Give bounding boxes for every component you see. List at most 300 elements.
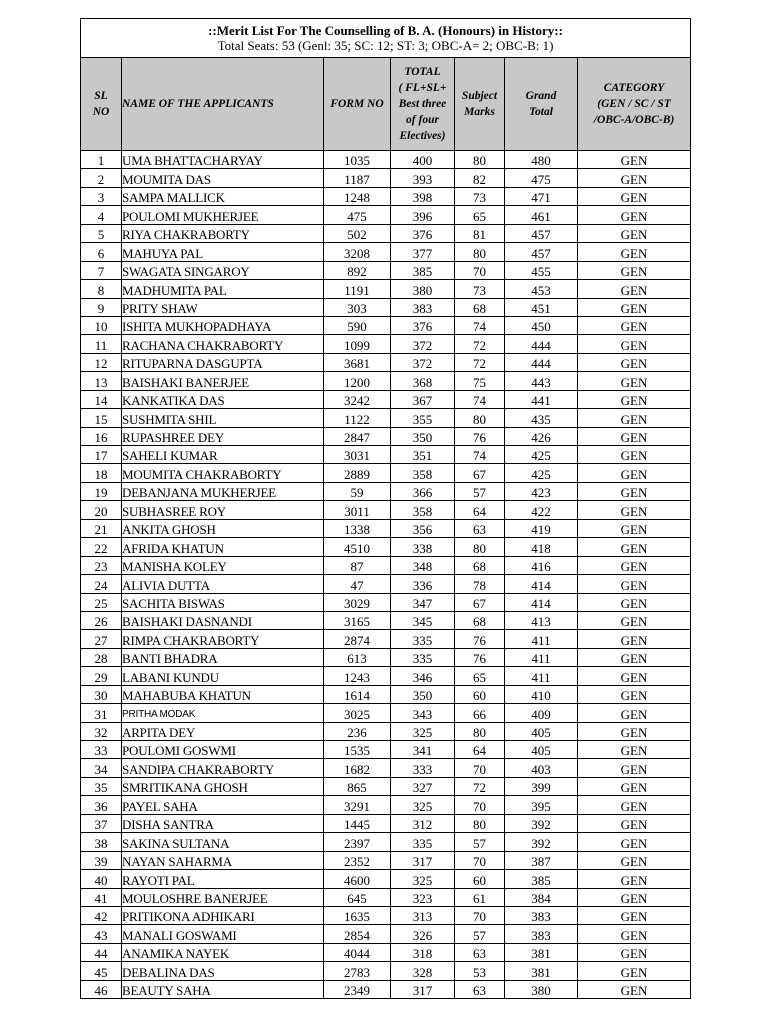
subject-marks-cell: 78 — [455, 575, 505, 593]
grand-total-cell: 422 — [505, 501, 578, 519]
form-no-cell: 3681 — [324, 353, 391, 371]
form-no-cell: 1614 — [324, 685, 391, 703]
grand-total-cell: 383 — [505, 925, 578, 943]
grand-total-cell: 443 — [505, 372, 578, 390]
category-cell: GEN — [578, 427, 691, 445]
subject-marks-cell: 70 — [455, 796, 505, 814]
grand-total-cell: 423 — [505, 482, 578, 500]
category-cell: GEN — [578, 519, 691, 537]
grand-total-cell: 405 — [505, 741, 578, 759]
subject-marks-cell: 72 — [455, 353, 505, 371]
total-cell: 350 — [391, 685, 455, 703]
subject-marks-cell: 70 — [455, 759, 505, 777]
table-row — [81, 464, 691, 482]
total-cell: 317 — [391, 851, 455, 869]
applicant-name-cell: MAHABUBA KHATUN — [122, 685, 324, 703]
form-no-cell: 47 — [324, 575, 391, 593]
table-row — [81, 427, 691, 445]
sl-no-cell: 33 — [81, 741, 122, 759]
subject-marks-cell: 76 — [455, 630, 505, 648]
table-row — [81, 796, 691, 814]
grand-total-cell: 416 — [505, 556, 578, 574]
form-no-cell: 3291 — [324, 796, 391, 814]
table-row — [81, 851, 691, 869]
applicant-name-cell: MANALI GOSWAMI — [122, 925, 324, 943]
grand-total-cell: 457 — [505, 224, 578, 242]
category-cell: GEN — [578, 722, 691, 740]
form-no-cell: 613 — [324, 648, 391, 666]
form-no-cell: 4600 — [324, 870, 391, 888]
applicant-name-cell: ALIVIA DUTTA — [122, 575, 324, 593]
category-cell: GEN — [578, 814, 691, 832]
applicant-name-cell: DISHA SANTRA — [122, 814, 324, 832]
table-row — [81, 704, 691, 722]
sl-no-cell: 10 — [81, 316, 122, 334]
grand-total-cell: 414 — [505, 593, 578, 611]
sl-no-cell: 42 — [81, 906, 122, 924]
sl-no-cell: 5 — [81, 224, 122, 242]
table-row — [81, 611, 691, 629]
subject-marks-cell: 70 — [455, 261, 505, 279]
table-row — [81, 390, 691, 408]
form-no-cell: 645 — [324, 888, 391, 906]
form-no-cell: 1035 — [324, 151, 391, 169]
form-no-cell: 4510 — [324, 538, 391, 556]
subject-marks-cell: 72 — [455, 335, 505, 353]
subject-marks-cell: 57 — [455, 833, 505, 851]
sl-no-cell: 22 — [81, 538, 122, 556]
form-no-cell: 1191 — [324, 280, 391, 298]
form-no-cell: 2874 — [324, 630, 391, 648]
applicant-name-cell: POULOMI MUKHERJEE — [122, 206, 324, 224]
sl-no-cell: 30 — [81, 685, 122, 703]
total-cell: 328 — [391, 962, 455, 980]
sl-no-cell: 16 — [81, 427, 122, 445]
sl-no-cell: 21 — [81, 519, 122, 537]
applicant-name-cell: MADHUMITA PAL — [122, 280, 324, 298]
form-no-cell: 892 — [324, 261, 391, 279]
applicant-name-cell: ISHITA MUKHOPADHAYA — [122, 316, 324, 334]
applicant-name-cell: AFRIDA KHATUN — [122, 538, 324, 556]
total-cell: 366 — [391, 482, 455, 500]
category-cell: GEN — [578, 630, 691, 648]
category-cell: GEN — [578, 667, 691, 685]
grand-total-cell: 411 — [505, 667, 578, 685]
sl-no-cell: 32 — [81, 722, 122, 740]
table-row — [81, 575, 691, 593]
category-cell: GEN — [578, 741, 691, 759]
applicant-name-cell: KANKATIKA DAS — [122, 390, 324, 408]
form-no-cell: 475 — [324, 206, 391, 224]
category-cell: GEN — [578, 224, 691, 242]
sl-no-cell: 20 — [81, 501, 122, 519]
sl-no-cell: 39 — [81, 851, 122, 869]
total-cell: 335 — [391, 630, 455, 648]
table-row — [81, 409, 691, 427]
total-cell: 350 — [391, 427, 455, 445]
total-cell: 326 — [391, 925, 455, 943]
form-no-cell: 59 — [324, 482, 391, 500]
subject-marks-cell: 57 — [455, 925, 505, 943]
subject-marks-cell: 70 — [455, 906, 505, 924]
sl-no-cell: 25 — [81, 593, 122, 611]
grand-total-cell: 392 — [505, 814, 578, 832]
total-cell: 345 — [391, 611, 455, 629]
total-cell: 368 — [391, 372, 455, 390]
category-cell: GEN — [578, 169, 691, 187]
subject-marks-cell: 80 — [455, 409, 505, 427]
category-cell: GEN — [578, 777, 691, 795]
sl-no-cell: 8 — [81, 280, 122, 298]
grand-total-cell: 383 — [505, 906, 578, 924]
grand-total-cell: 444 — [505, 335, 578, 353]
sl-no-cell: 3 — [81, 187, 122, 205]
grand-total-cell: 384 — [505, 888, 578, 906]
table-row — [81, 593, 691, 611]
subject-marks-cell: 80 — [455, 814, 505, 832]
category-cell: GEN — [578, 575, 691, 593]
form-no-cell: 1535 — [324, 741, 391, 759]
form-no-cell: 1122 — [324, 409, 391, 427]
applicant-name-cell: SAMPA MALLICK — [122, 187, 324, 205]
table-row — [81, 833, 691, 851]
applicant-name-cell: BEAUTY SAHA — [122, 980, 324, 998]
category-cell: GEN — [578, 372, 691, 390]
total-cell: 358 — [391, 501, 455, 519]
applicant-name-cell: ANKITA GHOSH — [122, 519, 324, 537]
subject-marks-cell: 67 — [455, 464, 505, 482]
table-row — [81, 667, 691, 685]
total-cell: 343 — [391, 704, 455, 722]
subject-marks-cell: 75 — [455, 372, 505, 390]
grand-total-cell: 385 — [505, 870, 578, 888]
form-no-cell: 3165 — [324, 611, 391, 629]
table-row — [81, 870, 691, 888]
total-cell: 400 — [391, 151, 455, 169]
sl-no-cell: 35 — [81, 777, 122, 795]
category-cell: GEN — [578, 833, 691, 851]
subject-marks-cell: 65 — [455, 206, 505, 224]
form-no-cell: 1338 — [324, 519, 391, 537]
category-cell: GEN — [578, 316, 691, 334]
form-no-cell: 3208 — [324, 243, 391, 261]
category-cell: GEN — [578, 796, 691, 814]
applicant-name-cell: DEBANJANA MUKHERJEE — [122, 482, 324, 500]
category-cell: GEN — [578, 261, 691, 279]
category-cell: GEN — [578, 648, 691, 666]
form-no-cell: 1243 — [324, 667, 391, 685]
form-no-cell: 236 — [324, 722, 391, 740]
total-cell: 367 — [391, 390, 455, 408]
table-row — [81, 482, 691, 500]
total-cell: 338 — [391, 538, 455, 556]
subject-marks-cell: 64 — [455, 501, 505, 519]
subject-marks-cell: 67 — [455, 593, 505, 611]
sl-no-cell: 26 — [81, 611, 122, 629]
category-cell: GEN — [578, 446, 691, 464]
sl-no-cell: 11 — [81, 335, 122, 353]
sl-no-cell: 41 — [81, 888, 122, 906]
total-cell: 336 — [391, 575, 455, 593]
category-cell: GEN — [578, 206, 691, 224]
subject-marks-cell: 60 — [455, 870, 505, 888]
subject-marks-cell: 73 — [455, 280, 505, 298]
sl-no-cell: 43 — [81, 925, 122, 943]
total-cell: 355 — [391, 409, 455, 427]
applicant-name-cell: PRITIKONA ADHIKARI — [122, 906, 324, 924]
grand-total-cell: 403 — [505, 759, 578, 777]
grand-total-cell: 453 — [505, 280, 578, 298]
total-cell: 380 — [391, 280, 455, 298]
applicant-name-cell: PRITHA MODAK — [122, 704, 324, 722]
applicant-name-cell: BAISHAKI DASNANDI — [122, 611, 324, 629]
category-cell: GEN — [578, 925, 691, 943]
category-cell: GEN — [578, 353, 691, 371]
sl-no-cell: 18 — [81, 464, 122, 482]
form-no-cell: 1187 — [324, 169, 391, 187]
table-row — [81, 353, 691, 371]
total-cell: 325 — [391, 870, 455, 888]
sl-no-cell: 46 — [81, 980, 122, 998]
subject-marks-cell: 72 — [455, 777, 505, 795]
total-cell: 313 — [391, 906, 455, 924]
sl-no-cell: 40 — [81, 870, 122, 888]
subject-marks-cell: 57 — [455, 482, 505, 500]
subject-marks-cell: 68 — [455, 556, 505, 574]
applicant-name-cell: RIYA CHAKRABORTY — [122, 224, 324, 242]
form-no-cell: 2854 — [324, 925, 391, 943]
grand-total-cell: 457 — [505, 243, 578, 261]
table-row — [81, 906, 691, 924]
category-cell: GEN — [578, 870, 691, 888]
sl-no-cell: 19 — [81, 482, 122, 500]
sl-no-cell: 37 — [81, 814, 122, 832]
grand-total-cell: 411 — [505, 648, 578, 666]
total-cell: 377 — [391, 243, 455, 261]
form-no-cell: 87 — [324, 556, 391, 574]
subject-marks-cell: 66 — [455, 704, 505, 722]
total-cell: 393 — [391, 169, 455, 187]
subject-marks-cell: 63 — [455, 943, 505, 961]
table-row — [81, 759, 691, 777]
table-row — [81, 538, 691, 556]
table-row — [81, 980, 691, 998]
table-row — [81, 151, 691, 169]
form-no-cell: 2349 — [324, 980, 391, 998]
table-row — [81, 187, 691, 205]
sl-no-cell: 17 — [81, 446, 122, 464]
form-no-cell: 2847 — [324, 427, 391, 445]
total-cell: 346 — [391, 667, 455, 685]
total-cell: 385 — [391, 261, 455, 279]
grand-total-cell: 475 — [505, 169, 578, 187]
total-cell: 356 — [391, 519, 455, 537]
grand-total-cell: 451 — [505, 298, 578, 316]
header-grand-total: Grand Total — [505, 58, 578, 151]
table-row — [81, 280, 691, 298]
sl-no-cell: 38 — [81, 833, 122, 851]
grand-total-cell: 461 — [505, 206, 578, 224]
applicant-name-cell: ANAMIKA NAYEK — [122, 943, 324, 961]
table-row — [81, 372, 691, 390]
grand-total-cell: 455 — [505, 261, 578, 279]
grand-total-cell: 410 — [505, 685, 578, 703]
grand-total-cell: 418 — [505, 538, 578, 556]
category-cell: GEN — [578, 464, 691, 482]
form-no-cell: 502 — [324, 224, 391, 242]
category-cell: GEN — [578, 187, 691, 205]
total-cell: 341 — [391, 741, 455, 759]
applicant-name-cell: LABANI KUNDU — [122, 667, 324, 685]
sl-no-cell: 7 — [81, 261, 122, 279]
subject-marks-cell: 80 — [455, 243, 505, 261]
subject-marks-cell: 76 — [455, 427, 505, 445]
applicant-name-cell: RUPASHREE DEY — [122, 427, 324, 445]
sl-no-cell: 15 — [81, 409, 122, 427]
subject-marks-cell: 65 — [455, 667, 505, 685]
form-no-cell: 3242 — [324, 390, 391, 408]
category-cell: GEN — [578, 243, 691, 261]
grand-total-cell: 425 — [505, 446, 578, 464]
grand-total-cell: 441 — [505, 390, 578, 408]
sl-no-cell: 23 — [81, 556, 122, 574]
total-cell: 372 — [391, 335, 455, 353]
applicant-name-cell: BAISHAKI BANERJEE — [122, 372, 324, 390]
header-total: TOTAL ( FL+SL+ Best three of four Electives) — [391, 58, 455, 151]
table-row — [81, 316, 691, 334]
form-no-cell: 3029 — [324, 593, 391, 611]
table-row — [81, 501, 691, 519]
sl-no-cell: 29 — [81, 667, 122, 685]
applicant-name-cell: MANISHA KOLEY — [122, 556, 324, 574]
form-no-cell: 1445 — [324, 814, 391, 832]
subject-marks-cell: 74 — [455, 446, 505, 464]
sl-no-cell: 12 — [81, 353, 122, 371]
applicant-name-cell: POULOMI GOSWMI — [122, 741, 324, 759]
table-row — [81, 519, 691, 537]
applicant-name-cell: MOULOSHRE BANERJEE — [122, 888, 324, 906]
sl-no-cell: 2 — [81, 169, 122, 187]
sl-no-cell: 31 — [81, 704, 122, 722]
category-cell: GEN — [578, 151, 691, 169]
total-cell: 317 — [391, 980, 455, 998]
grand-total-cell: 444 — [505, 353, 578, 371]
grand-total-cell: 395 — [505, 796, 578, 814]
category-cell: GEN — [578, 298, 691, 316]
total-cell: 351 — [391, 446, 455, 464]
subject-marks-cell: 63 — [455, 519, 505, 537]
sl-no-cell: 44 — [81, 943, 122, 961]
subject-marks-cell: 80 — [455, 722, 505, 740]
grand-total-cell: 411 — [505, 630, 578, 648]
sl-no-cell: 1 — [81, 151, 122, 169]
seat-summary: Total Seats: 53 (Genl: 35; SC: 12; ST: 3; OBC-A= 2; OBC-B: 1) — [217, 38, 554, 53]
grand-total-cell: 392 — [505, 833, 578, 851]
form-no-cell: 2783 — [324, 962, 391, 980]
total-cell: 312 — [391, 814, 455, 832]
grand-total-cell: 471 — [505, 187, 578, 205]
total-cell: 348 — [391, 556, 455, 574]
total-cell: 376 — [391, 316, 455, 334]
table-row — [81, 814, 691, 832]
total-cell: 347 — [391, 593, 455, 611]
category-cell: GEN — [578, 759, 691, 777]
applicant-name-cell: SACHITA BISWAS — [122, 593, 324, 611]
applicant-name-cell: PAYEL SAHA — [122, 796, 324, 814]
page-title: ::Merit List For The Counselling of B. A. (Honours) in History:: — [208, 23, 563, 38]
subject-marks-cell: 80 — [455, 538, 505, 556]
header-name: NAME OF THE APPLICANTS — [122, 58, 324, 151]
sl-no-cell: 45 — [81, 962, 122, 980]
subject-marks-cell: 53 — [455, 962, 505, 980]
grand-total-cell: 414 — [505, 575, 578, 593]
table-row — [81, 556, 691, 574]
grand-total-cell: 409 — [505, 704, 578, 722]
sl-no-cell: 13 — [81, 372, 122, 390]
subject-marks-cell: 82 — [455, 169, 505, 187]
applicant-name-cell: RAYOTI PAL — [122, 870, 324, 888]
form-no-cell: 1200 — [324, 372, 391, 390]
grand-total-cell: 405 — [505, 722, 578, 740]
table-row — [81, 335, 691, 353]
category-cell: GEN — [578, 280, 691, 298]
table-row — [81, 169, 691, 187]
applicant-name-cell: SMRITIKANA GHOSH — [122, 777, 324, 795]
subject-marks-cell: 74 — [455, 390, 505, 408]
category-cell: GEN — [578, 851, 691, 869]
sl-no-cell: 28 — [81, 648, 122, 666]
total-cell: 376 — [391, 224, 455, 242]
applicant-name-cell: RACHANA CHAKRABORTY — [122, 335, 324, 353]
subject-marks-cell: 74 — [455, 316, 505, 334]
sl-no-cell: 9 — [81, 298, 122, 316]
form-no-cell: 3031 — [324, 446, 391, 464]
category-cell: GEN — [578, 906, 691, 924]
table-row — [81, 925, 691, 943]
form-no-cell: 1248 — [324, 187, 391, 205]
table-row — [81, 630, 691, 648]
sl-no-cell: 36 — [81, 796, 122, 814]
subject-marks-cell: 80 — [455, 151, 505, 169]
category-cell: GEN — [578, 390, 691, 408]
grand-total-cell: 399 — [505, 777, 578, 795]
grand-total-cell: 381 — [505, 962, 578, 980]
sl-no-cell: 24 — [81, 575, 122, 593]
form-no-cell: 3025 — [324, 704, 391, 722]
header-category: CATEGORY (GEN / SC / ST /OBC-A/OBC-B) — [578, 58, 691, 151]
form-no-cell: 303 — [324, 298, 391, 316]
form-no-cell: 2352 — [324, 851, 391, 869]
header-subject-marks: Subject Marks — [455, 58, 505, 151]
grand-total-cell: 419 — [505, 519, 578, 537]
total-cell: 327 — [391, 777, 455, 795]
subject-marks-cell: 61 — [455, 888, 505, 906]
category-cell: GEN — [578, 685, 691, 703]
applicant-name-cell: MOUMITA CHAKRABORTY — [122, 464, 324, 482]
form-no-cell: 1099 — [324, 335, 391, 353]
form-no-cell: 2397 — [324, 833, 391, 851]
applicant-name-cell: SANDIPA CHAKRABORTY — [122, 759, 324, 777]
subject-marks-cell: 63 — [455, 980, 505, 998]
grand-total-cell: 380 — [505, 980, 578, 998]
category-cell: GEN — [578, 962, 691, 980]
table-row — [81, 298, 691, 316]
total-cell: 396 — [391, 206, 455, 224]
subject-marks-cell: 64 — [455, 741, 505, 759]
category-cell: GEN — [578, 482, 691, 500]
category-cell: GEN — [578, 593, 691, 611]
title-block — [81, 19, 691, 58]
